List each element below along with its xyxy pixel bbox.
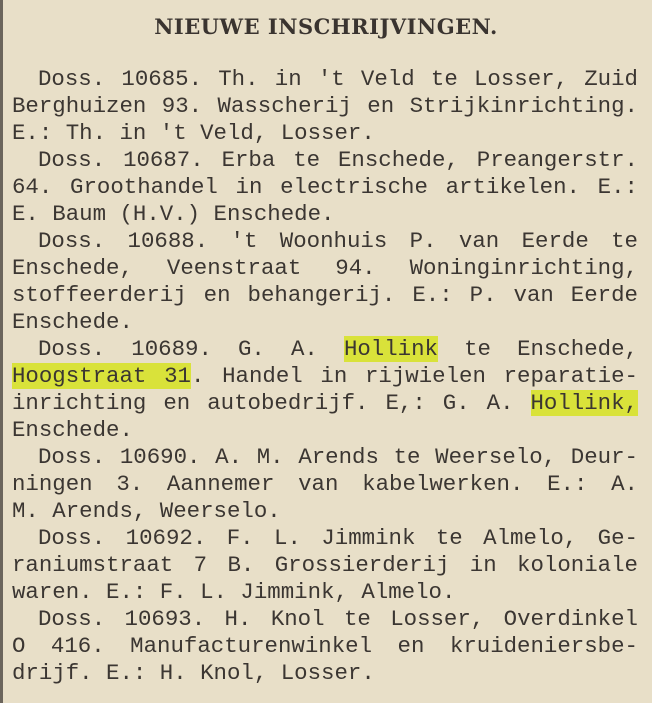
text-segment: Enschede. bbox=[12, 417, 133, 443]
text-line bbox=[12, 282, 638, 309]
text-line bbox=[12, 417, 638, 444]
article-body bbox=[12, 66, 638, 687]
text-segment: Doss. 10685. Th. in 't Veld te Losser, Zuid bbox=[38, 66, 638, 92]
text-segment: Doss. 10692. F. L. Jimmink te Almelo, Ge- bbox=[38, 525, 638, 551]
text-line bbox=[12, 66, 638, 93]
text-line bbox=[12, 174, 638, 201]
registration-entry bbox=[12, 228, 638, 336]
text-segment: stoffeerderij en behangerij. E.: P. van Eerde bbox=[12, 282, 638, 308]
text-line bbox=[12, 633, 638, 660]
text-line bbox=[12, 228, 638, 255]
text-segment: Berghuizen 93. Wasscherij en Strijkinrichting. bbox=[12, 93, 638, 119]
text-line bbox=[12, 525, 638, 552]
text-segment: ningen 3. Aannemer van kabelwerken. E.: A. bbox=[12, 471, 638, 497]
text-line bbox=[12, 471, 638, 498]
text-line bbox=[12, 660, 638, 687]
text-line bbox=[12, 120, 638, 147]
registration-entry bbox=[12, 444, 638, 525]
text-line bbox=[12, 363, 638, 390]
text-segment: Doss. 10693. H. Knol te Losser, Overdinkel bbox=[38, 606, 638, 632]
registration-entry bbox=[12, 147, 638, 228]
highlighted-text: Hollink, bbox=[530, 390, 638, 416]
registration-entry bbox=[12, 525, 638, 606]
text-line bbox=[12, 309, 638, 336]
text-line bbox=[12, 201, 638, 228]
article-heading: NIEUWE INSCHRIJVINGEN. bbox=[154, 14, 498, 39]
text-line bbox=[12, 147, 638, 174]
text-line bbox=[12, 579, 638, 606]
text-segment: M. Arends, Weerselo. bbox=[12, 498, 281, 524]
text-line bbox=[12, 255, 638, 282]
text-segment: drijf. E.: H. Knol, Losser. bbox=[12, 660, 375, 686]
text-line bbox=[12, 93, 638, 120]
text-segment: Doss. 10687. Erba te Enschede, Preangerstr. bbox=[38, 147, 638, 173]
text-line bbox=[12, 498, 638, 525]
text-segment: te Enschede, bbox=[438, 336, 638, 362]
text-segment: E.: Th. in 't Veld, Losser. bbox=[12, 120, 375, 146]
text-segment: Doss. 10690. A. M. Arends te Weerselo, Deur- bbox=[38, 444, 638, 470]
text-line bbox=[12, 444, 638, 471]
text-segment: Enschede. bbox=[12, 309, 133, 335]
text-line bbox=[12, 336, 638, 363]
highlighted-text: Hoogstraat 31 bbox=[12, 363, 191, 389]
text-segment: . Handel in rijwielen reparatie- bbox=[190, 363, 638, 389]
registration-entry bbox=[12, 606, 638, 687]
text-segment: 64. Groothandel in electrische artikelen. E.: bbox=[12, 174, 638, 200]
text-segment: waren. E.: F. L. Jimmink, Almelo. bbox=[12, 579, 456, 605]
text-segment: Doss. 10688. 't Woonhuis P. van Eerde te bbox=[38, 228, 638, 254]
text-segment: raniumstraat 7 B. Grossierderij in koloniale bbox=[12, 552, 638, 578]
text-segment: inrichting en autobedrijf. E,: G. A. bbox=[12, 390, 531, 416]
text-segment: Enschede, Veenstraat 94. Woninginrichting, bbox=[12, 255, 638, 281]
text-line bbox=[12, 390, 638, 417]
highlighted-text: Hollink bbox=[343, 336, 438, 362]
registration-entry bbox=[12, 336, 638, 444]
text-line bbox=[12, 552, 638, 579]
text-line bbox=[12, 606, 638, 633]
registration-entry bbox=[12, 66, 638, 147]
text-segment: O 416. Manufacturenwinkel en kruideniersbe- bbox=[12, 633, 638, 659]
text-segment: Doss. 10689. G. A. bbox=[38, 336, 344, 362]
column-rule bbox=[0, 0, 3, 703]
text-segment: E. Baum (H.V.) Enschede. bbox=[12, 201, 335, 227]
